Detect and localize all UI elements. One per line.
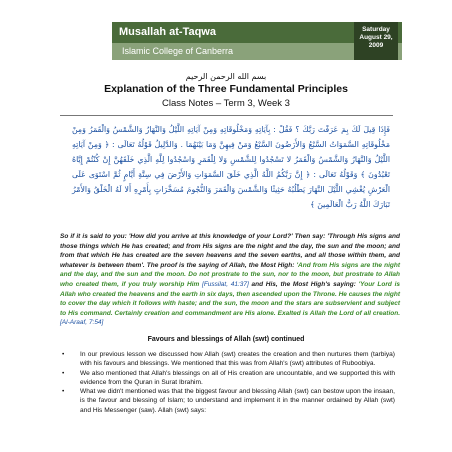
quran-quote-araaf: 'Your Lord is Allah who created the heavens and the earth in six days, then ascended upon the Throne. He causes the night to cover the day which it follows with haste; and the sun, the moon and the stars are subservient and subject to His command. Certainly creation and commandment are His alone. Exalted is Allah the Lord of all creation. xyxy=(60,280,400,317)
masthead-title: Musallah at-Taqwa xyxy=(112,22,402,43)
bullet-list xyxy=(60,350,395,415)
bullet-icon: • xyxy=(62,388,65,396)
reference-araaf: [Al-Araaf, 7:54] xyxy=(60,319,104,327)
bullet-icon: • xyxy=(62,369,65,377)
arabic-text: فَإِذَا قِيلَ لَكَ بِمَ عَرَفْتَ رَبَّكَ ؟ فَقُلْ : بِآيَاتِهِ وَمَخْلُوقَاتِهِ وَمِنْ آيَاتِهِ اللَّيْلُ وَالنَّهَارُ وَالشَّمْسُ وَالْقَمَرُ وَمِنْ مَخْلُوقَاتِهِ السَّمَوَاتُ السَّبْعُ وَالأَرَضُونَ السَّبْعُ وَمَنْ فِيهِنَّ وَمَا بَيْنَهُمَا . وَالدَّلِيلُ قَوْلُهُ تَعَالَى : ﴿ وَمِنْ آيَاتِهِ اللَّيْلُ وَالنَّهَارُ وَالشَّمْسُ وَالْقَمَرُ لا تَسْجُدُوا لِلشَّمْسِ وَلا لِلْقَمَرِ وَاسْجُدُوا لِلَّهِ الَّذِي خَلَقَهُنَّ إِنْ كُنْتُمْ إِيَّاهُ تَعْبُدُونَ ﴾ وَقَوْلُهُ تَعَالَى : ﴿ إِنَّ رَبَّكُمُ اللَّهُ الَّذِي خَلَقَ السَّمَوَاتِ وَالأَرْضَ فِي سِتَّةِ أَيَّامٍ ثُمَّ اسْتَوَى عَلَى الْعَرْشِ يُغْشِي اللَّيْلَ النَّهَارَ يَطْلُبُهُ حَثِيثًا وَالشَّمْسَ وَالْقَمَرَ وَالنُّجُومَ مُسَخَّرَاتٍ بِأَمْرِهِ أَلا لَهُ الْخَلْقُ وَالأَمْرُ تَبَارَكَ اللَّهُ رَبُّ الْعَالَمِينَ ﴾ xyxy=(72,125,390,209)
translation-intro: So if it is said to you: 'How did you arrive at this knowledge of your Lord?' Then say: 'Through His signs and those things which He has created; and from His signs are the night and the day, the sun and the moon; and from that which He has created are the seven heavens and the seven earths, and all those within them, and whatever is between them'. The proof is the saying of Allah, the Most High: xyxy=(60,233,400,269)
quran-quote-fussilat: 'And from His signs are the night and the day, and the sun and the moon. Do not prostrate to the sun, nor to the moon, but prostrate to Allah who created them, if you truly worship Him xyxy=(60,261,400,288)
section-heading: Favours and blessings of Allah (swt) continued xyxy=(147,336,305,343)
date-badge xyxy=(354,22,398,60)
translation-connector: and His, the Most High's saying: xyxy=(248,280,359,288)
list-item xyxy=(60,387,395,415)
list-item-text: In our previous lesson we discussed how Allah (swt) creates the creation and then nurtures them (tarbiya) with his favours and blessings. We mentioned that this was from Allah's (swt) attributes of Ruboobiya. xyxy=(80,351,395,368)
list-item xyxy=(60,350,395,369)
date-weekday: Saturday xyxy=(362,26,390,33)
date-day: August 29, xyxy=(359,34,393,41)
basmala: بسم الله الرحمن الرحيم xyxy=(185,72,267,81)
list-item xyxy=(60,369,395,388)
list-item-text: We also mentioned that Allah's blessings on all of His creation are uncountable, and we supported this with evidence from the Quran in Surat Ibrahim. xyxy=(80,369,395,386)
bullet-icon: • xyxy=(62,351,65,358)
divider xyxy=(60,115,393,116)
date-year: 2009 xyxy=(368,42,384,49)
list-item-text: What we didn't mentioned was that the biggest favour and blessing Allah (swt) can bestow upon the insaan, is the favour and blessing of Islam; to understand and implement it in the manner ordained by Allah (swt) and His Messenger (saw). Allah (swt) says: xyxy=(80,388,395,414)
document-subtitle: Class Notes – Term 3, Week 3 xyxy=(162,98,290,109)
reference-fussilat: [Fussilat, 41:37] xyxy=(199,280,249,288)
document-title: Explanation of the Three Fundamental Principles xyxy=(104,83,348,95)
english-translation xyxy=(60,232,400,328)
masthead-subtitle: Islamic College of Canberra xyxy=(112,43,402,60)
